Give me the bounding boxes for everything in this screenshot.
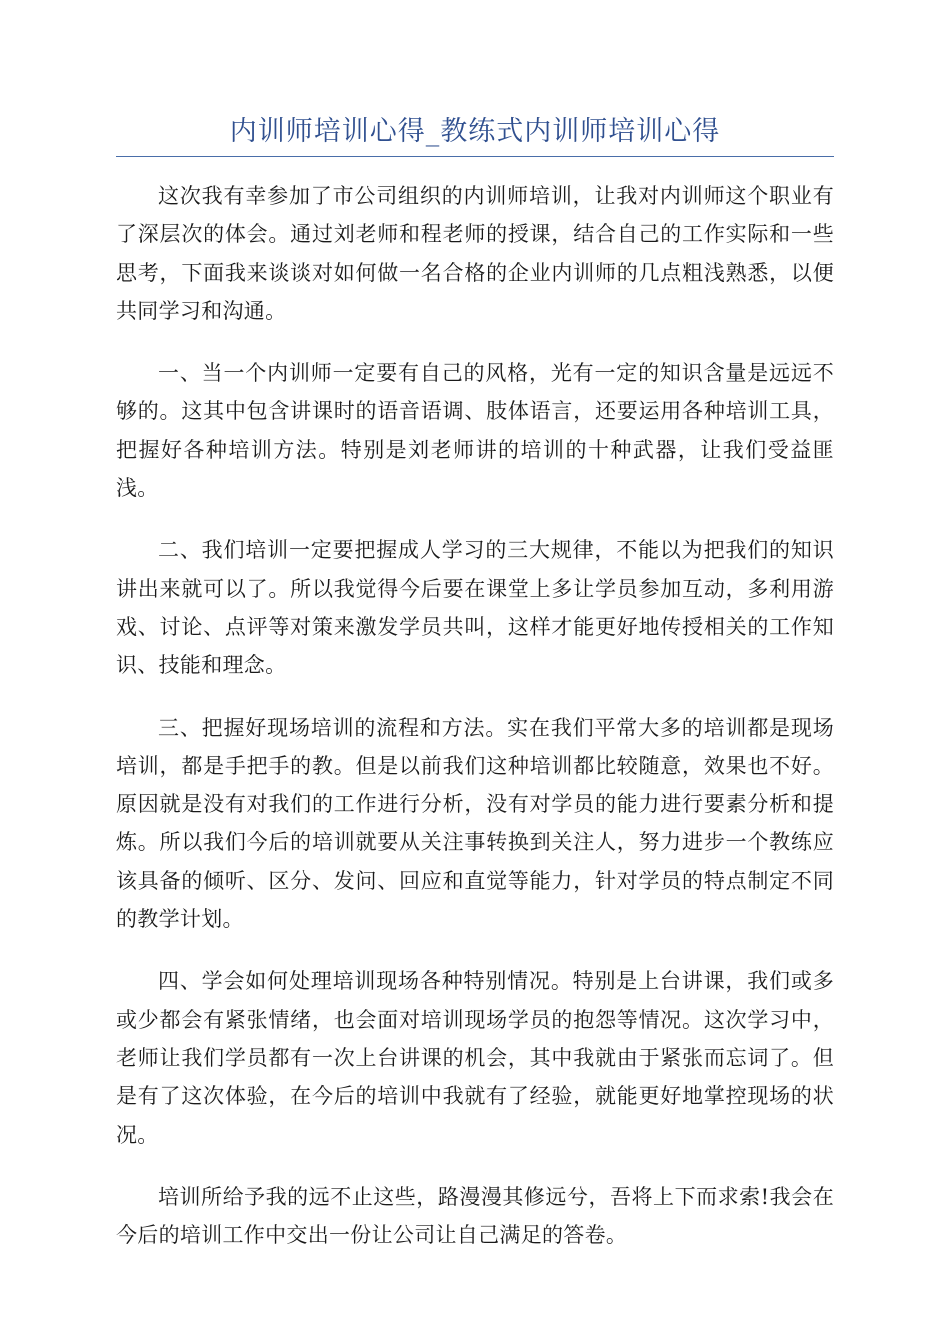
- paragraph-intro: 这次我有幸参加了市公司组织的内训师培训，让我对内训师这个职业有了深层次的体会。通过刘老师和程老师的授课，结合自己的工作实际和一些思考，下面我来谈谈对如何做一名合格的企业内训师的几点粗浅熟悉，以便共同学习和沟通。: [116, 184, 834, 323]
- paragraph-point-2: 二、我们培训一定要把握成人学习的三大规律，不能以为把我们的知识讲出来就可以了。所以我觉得今后要在课堂上多让学员参加互动，多利用游戏、讨论、点评等对策来激发学员共叫，这样才能更好地传授相关的工作知识、技能和理念。: [116, 538, 834, 678]
- paragraph-point-4: 四、学会如何处理培训现场各种特别情况。特别是上台讲课，我们或多或少都会有紧张情绪，也会面对培训现场学员的抱怨等情况。这次学习中，老师让我们学员都有一次上台讲课的机会，其中我就由于紧张而忘词了。但是有了这次体验，在今后的培训中我就有了经验，就能更好地掌控现场的状况。: [116, 969, 834, 1147]
- paragraph-point-3: 三、把握好现场培训的流程和方法。实在我们平常大多的培训都是现场培训，都是手把手的教。但是以前我们这种培训都比较随意，效果也不好。原因就是没有对我们的工作进行分析，没有对学员的能力进行要素分析和提炼。所以我们今后的培训就要从关注事转换到关注人，努力进步一个教练应该具备的倾听、区分、发问、回应和直觉等能力，针对学员的特点制定不同的教学计划。: [116, 715, 834, 932]
- paragraph-conclusion: 培训所给予我的远不止这些，路漫漫其修远兮，吾将上下而求索!我会在今后的培训工作中交出一份让公司让自己满足的答卷。: [116, 1184, 834, 1248]
- page-title: 内训师培训心得_教练式内训师培训心得: [229, 116, 721, 147]
- paragraph-point-1: 一、当一个内训师一定要有自己的风格，光有一定的知识含量是远远不够的。这其中包含讲课时的语音语调、肢体语言，还要运用各种培训工具，把握好各种培训方法。特别是刘老师讲的培训的十种武器，让我们受益匪浅。: [116, 361, 834, 501]
- title-underline: [116, 156, 834, 157]
- document-page: [116, 112, 834, 1278]
